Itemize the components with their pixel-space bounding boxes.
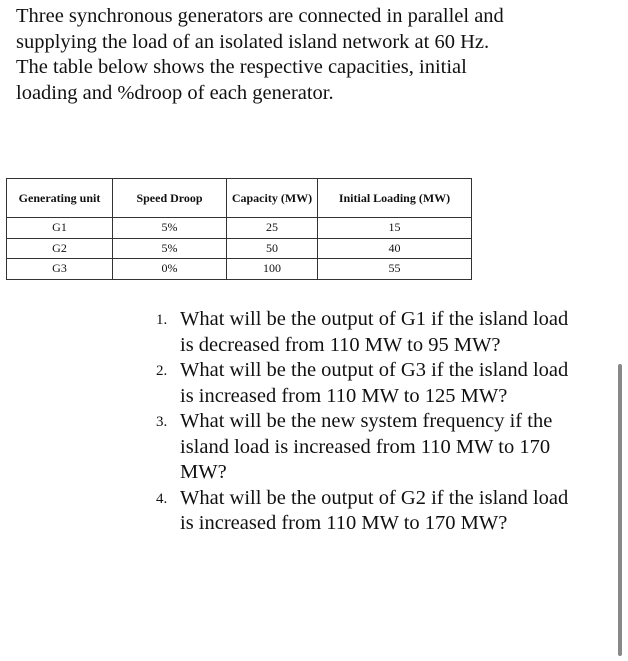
cell: 40 [318, 238, 472, 259]
question-text: What will be the output of G2 if the island load is increased from 110 MW to 170 MW? [180, 486, 569, 534]
cell: 100 [227, 259, 318, 280]
cell: 25 [227, 218, 318, 239]
cell: 5% [113, 238, 227, 259]
problem-statement: Three synchronous generators are connected in parallel and supplying the load of an isolated island network at 60 Hz. The table below shows the respective capacities, initial loading and %droop of each generator. [16, 5, 504, 104]
table-row [7, 218, 472, 239]
cell: 50 [227, 238, 318, 259]
question-item [156, 409, 576, 486]
question-item [156, 358, 576, 409]
header-initial-loading: Initial Loading (MW) [318, 179, 472, 218]
question-text: What will be the output of G1 if the island load is decreased from 110 MW to 95 MW? [180, 308, 569, 356]
generator-table [6, 178, 472, 280]
question-item [156, 307, 576, 358]
question-number: 1. [156, 312, 168, 328]
cell: 5% [113, 218, 227, 239]
question-number: 2. [156, 363, 168, 379]
question-text: What will be the new system frequency if the island load is increased from 110 MW to 170 MW? [180, 410, 553, 483]
header-speed-droop: Speed Droop [113, 179, 227, 218]
question-list [156, 307, 576, 537]
cell: 15 [318, 218, 472, 239]
question-number: 3. [156, 414, 168, 430]
cell: G3 [7, 259, 113, 280]
table-row [7, 238, 472, 259]
header-generating-unit: Generating unit [7, 179, 113, 218]
cell: G1 [7, 218, 113, 239]
header-capacity: Capacity (MW) [227, 179, 318, 218]
cell: 55 [318, 259, 472, 280]
question-text: What will be the output of G3 if the island load is increased from 110 MW to 125 MW? [180, 359, 569, 407]
cell: 0% [113, 259, 227, 280]
question-number: 4. [156, 490, 168, 507]
question-item [156, 486, 576, 537]
table-header-row [7, 179, 472, 218]
table-row [7, 259, 472, 280]
cell: G2 [7, 238, 113, 259]
scrollbar[interactable] [618, 364, 622, 656]
